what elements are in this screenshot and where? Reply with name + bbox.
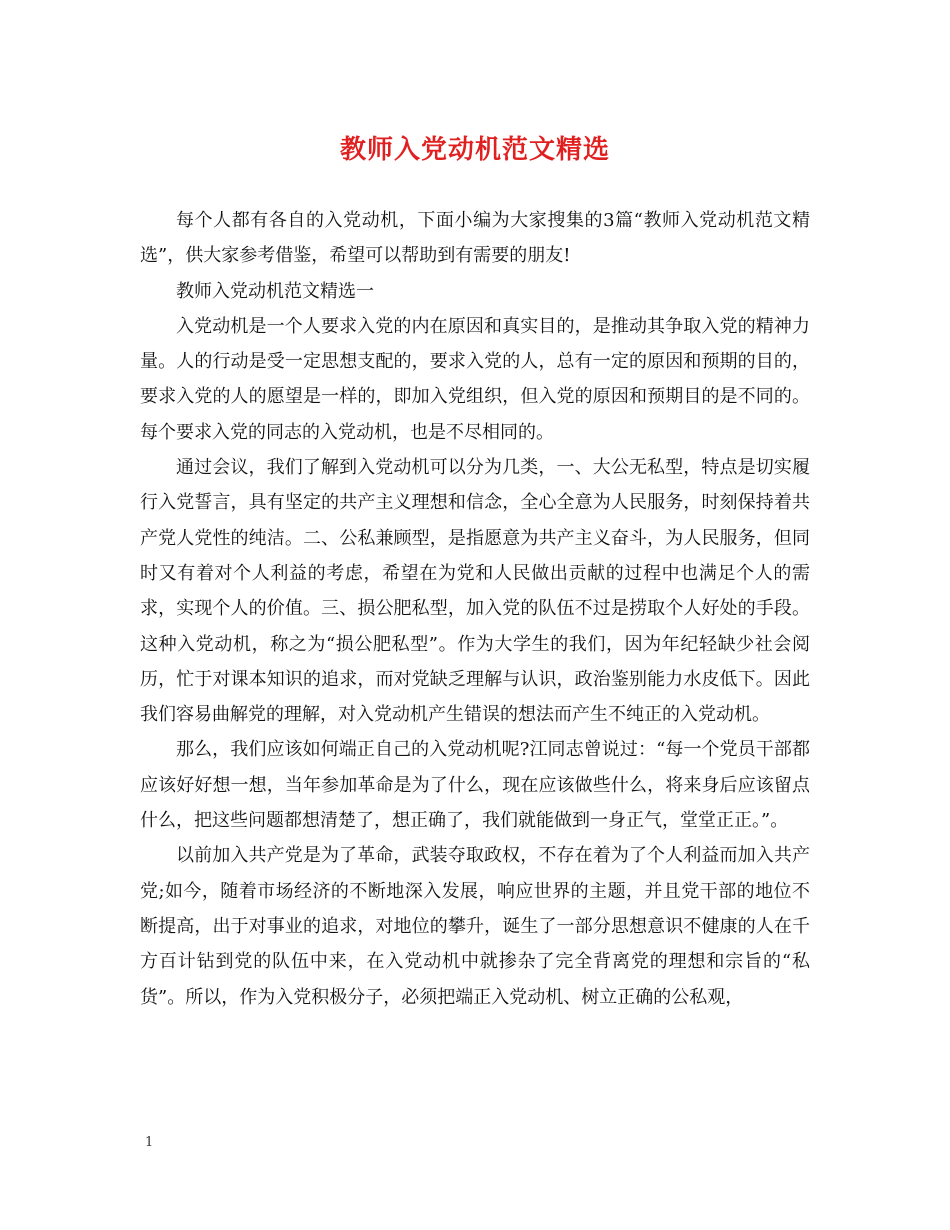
- document-body: [140, 203, 810, 1015]
- body-paragraph: 通过会议，我们了解到入党动机可以分为几类，一、大公无私型，特点是切实履行入党誓言，具有坚定的共产主义理想和信念，全心全意为人民服务，时刻保持着共产党人党性的纯洁。二、公私兼顾型，是指愿意为共产主义奋斗，为人民服务，但同时又有着对个人利益的考虑，希望在为党和人民做出贡献的过程中也满足个人的需求，实现个人的价值。三、损公肥私型，加入党的队伍不过是捞取个人好处的手段。这种入党动机，称之为“损公肥私型”。作为大学生的我们，因为年纪轻缺少社会阅历，忙于对课本知识的追求，而对党缺乏理解与认识，政治鉴别能力水皮低下。因此我们容易曲解党的理解，对入党动机产生错误的想法而产生不纯正的入党动机。: [140, 457, 810, 726]
- page-title: 教师入党动机范文精选: [339, 135, 610, 165]
- page-number: 1: [145, 1135, 154, 1150]
- body-paragraph: 以前加入共产党是为了革命，武装夺取政权，不存在着为了个人利益而加入共产党;如今，随着市场经济的不断地深入发展，响应世界的主题，并且党干部的地位不断提高，出于对事业的追求，对地位的攀升，诞生了一部分思想意识不健康的人在千方百计钻到党的队伍中来，在入党动机中就掺杂了完全背离党的理想和宗旨的“私货”。所以，作为入党积极分子，必须把端正入党动机、树立正确的公私观，: [140, 845, 810, 1008]
- body-paragraph: 那么，我们应该如何端正自己的入党动机呢?江同志曾说过：“每一个党员干部都应该好好想一想，当年参加革命是为了什么，现在应该做些什么，将来身后应该留点什么，把这些问题都想清楚了，想正确了，我们就能做到一身正气，堂堂正正。”。: [140, 739, 810, 832]
- section-heading: 教师入党动机范文精选一: [176, 280, 374, 302]
- body-paragraph: 入党动机是一个人要求入党的内在原因和真实目的，是推动其争取入党的精神力量。人的行动是受一定思想支配的，要求入党的人，总有一定的原因和预期的目的，要求入党的人的愿望是一样的，即加入党组织，但入党的原因和预期目的是不同的。每个要求入党的同志的入党动机，也是不尽相同的。: [140, 315, 810, 443]
- intro-paragraph: 每个人都有各自的入党动机，下面小编为大家搜集的3篇“教师入党动机范文精选”，供大家参考借鉴，希望可以帮助到有需要的朋友!: [140, 210, 810, 267]
